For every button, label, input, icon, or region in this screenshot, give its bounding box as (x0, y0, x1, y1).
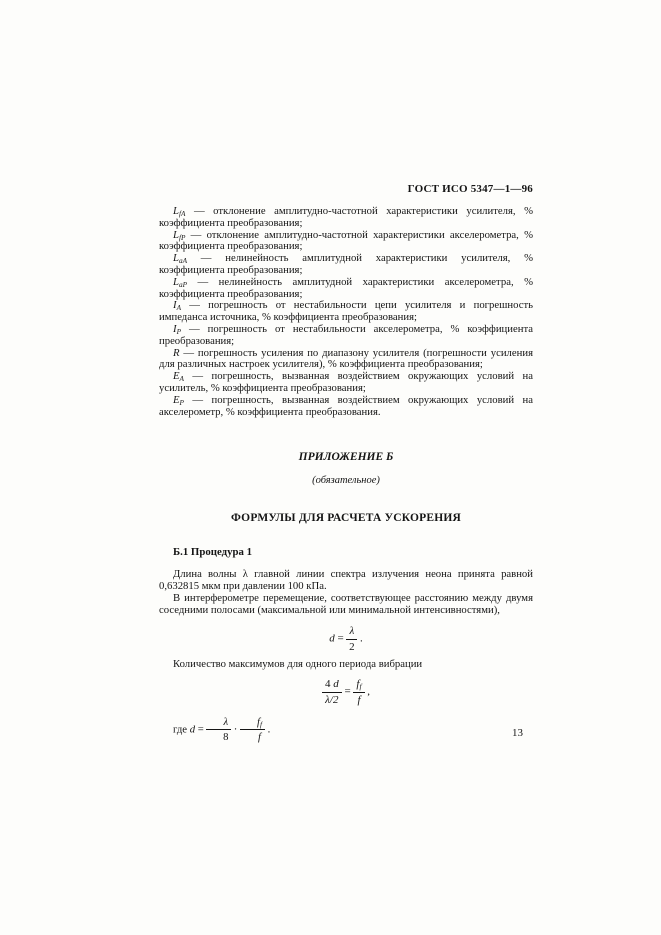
formula-displacement (159, 625, 533, 653)
section-title: ФОРМУЛЫ ДЛЯ РАСЧЕТА УСКОРЕНИЯ (230, 511, 462, 524)
definition-item (159, 253, 533, 277)
symbol-subscript: P (179, 398, 184, 407)
formula-variable: d (329, 632, 335, 645)
appendix-title: ПРИЛОЖЕНИЕ Б (298, 451, 394, 464)
fraction-denominator: λ/2 (325, 694, 339, 707)
body-paragraph: Длина волны λ главной линии спектра излучения неона принята равной 0,632815 мкм при давлении 100 кПа. (159, 567, 533, 592)
symbol-letter: R (173, 346, 180, 359)
appendix-subtitle: (обязательное) (312, 474, 380, 486)
fraction-numerator: 4 d (322, 678, 342, 693)
definition-text: — отклонение амплитудно-частотной характеристики акселерометра, % коэффициента преобразования; (159, 228, 533, 253)
fraction (353, 678, 364, 706)
symbol (173, 370, 184, 382)
where-word: где (173, 722, 190, 735)
definition-item (159, 230, 533, 254)
equals-sign: = (341, 686, 354, 699)
symbol (173, 205, 185, 217)
symbol-subscript: A (179, 374, 184, 383)
fraction-numerator: λ (346, 625, 357, 640)
formula-maxima-count (159, 678, 533, 706)
formula-punctuation: . (357, 632, 363, 645)
fraction-numerator: $f_f$ (240, 716, 265, 730)
symbol-subscript: A (176, 304, 182, 313)
definition-text: — погрешность, вызванная воздействием окружающих условий на усилитель, % коэффициента преобразования; (159, 370, 533, 394)
procedure-heading: Б.1 Процедура 1 (173, 545, 252, 558)
equals-sign: = (195, 722, 207, 735)
equals-sign: = (334, 632, 347, 645)
symbol-subscript: fA (178, 209, 186, 218)
symbol-letter: I (173, 322, 177, 335)
symbol (173, 394, 184, 406)
fraction (346, 625, 357, 653)
formula-punctuation: . (265, 722, 271, 735)
fraction-numerator: $f_f$ (353, 678, 364, 693)
definition-item (159, 300, 533, 324)
symbol-subscript: aA (178, 257, 188, 265)
symbol-letter: L (173, 228, 179, 241)
fraction-numerator: λ (206, 716, 231, 730)
body-paragraph: В интерферометре перемещение, соответствующее расстоянию между двумя соседними полосами (максимальной или минимальной интенсивностями), (159, 592, 533, 617)
symbol (173, 252, 187, 264)
symbol-letter: E (173, 370, 180, 383)
definition-item (159, 395, 533, 419)
page-content (159, 183, 533, 743)
symbol-letter: L (173, 252, 179, 265)
multiplication-dot: · (231, 722, 240, 735)
definition-text: — нелинейность амплитудной характеристики акселерометра, % коэффициента преобразования; (159, 275, 533, 300)
fraction-denominator: f (357, 694, 361, 707)
definition-text: — нелинейность амплитудной характеристики усилителя, % коэффициента преобразования; (159, 252, 533, 276)
fraction-denominator: 8 (223, 731, 229, 744)
definition-text: — погрешность усиления по диапазону усилителя (погрешности усиления для различных настроек усилителя), % коэффициента преобразования; (159, 346, 533, 371)
definition-text: — отклонение амплитудно-частотной характеристики усилителя, % коэффициента преобразования; (159, 205, 533, 229)
symbol-letter: L (173, 205, 179, 217)
body-paragraph: Количество максимумов для одного периода вибрации (173, 657, 423, 670)
symbol-letter: E (173, 393, 180, 406)
document-header: ГОСТ ИСО 5347—1—96 (407, 183, 533, 195)
symbol (173, 323, 181, 335)
fraction (206, 716, 231, 744)
symbol (173, 299, 181, 311)
definition-item (159, 371, 533, 395)
formula-variable: d (189, 722, 196, 735)
symbol-letter: L (173, 275, 179, 288)
definition-text: — погрешность, вызванная воздействием окружающих условий на акселерометр, % коэффициента преобразования. (159, 393, 533, 418)
definition-item (159, 206, 533, 230)
symbol-subscript: P (176, 327, 182, 336)
definition-item (159, 348, 533, 372)
fraction (322, 678, 342, 706)
symbol-subscript: aP (178, 280, 188, 289)
symbol-letter: I (173, 299, 177, 312)
symbol-subscript: fP (178, 233, 186, 242)
formula-punctuation: , (364, 686, 371, 699)
fraction (240, 716, 265, 744)
definition-item (159, 277, 533, 301)
definition-text: — погрешность от нестабильности акселерометра, % коэффициента преобразования; (159, 322, 533, 347)
symbol (173, 276, 187, 288)
formula-where (159, 716, 533, 744)
fraction-denominator: 2 (349, 640, 355, 653)
definition-text: — погрешность от нестабильности цепи усилителя и погрешность импеданса источника, % коэффициента преобразования; (159, 299, 533, 324)
page-number: 13 (512, 727, 523, 739)
symbol (173, 229, 185, 241)
definition-item (159, 324, 533, 348)
fraction-denominator: f (258, 731, 261, 744)
